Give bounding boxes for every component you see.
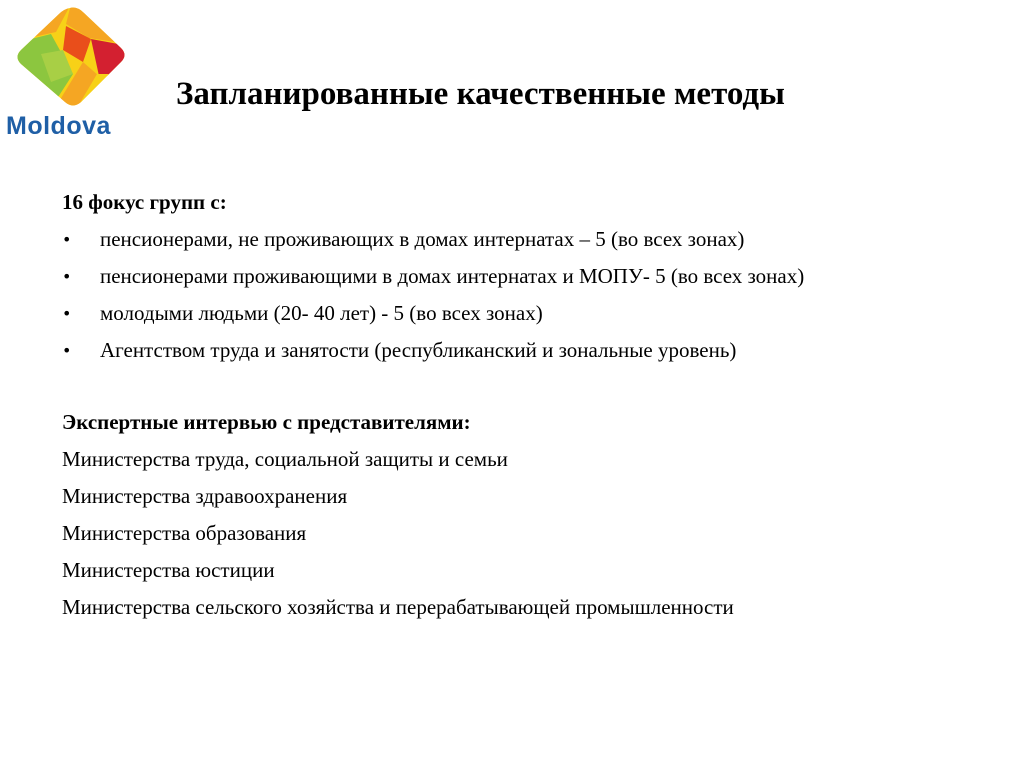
focus-groups-heading: 16 фокус групп с:	[62, 190, 227, 214]
list-item-text: Агентством труда и занятости (республиканский и зональные уровень)	[100, 338, 737, 362]
list-item-text: пенсионерами проживающими в домах интернатах и МОПУ- 5 (во всех зонах)	[100, 264, 805, 288]
list-item	[62, 332, 1002, 369]
list-item	[62, 295, 1002, 332]
list-item: Министерства здравоохранения	[62, 484, 348, 508]
moldova-logo	[6, 4, 134, 142]
list-item	[62, 258, 1002, 295]
bullet-icon: •	[62, 341, 72, 360]
expert-interviews-heading: Экспертные интервью с представителями:	[62, 410, 471, 434]
list-item: Министерства сельского хозяйства и перерабатывающей промышленности	[62, 595, 734, 619]
bullet-icon: •	[62, 267, 72, 286]
logo-text: Moldova	[6, 112, 111, 140]
bullet-icon: •	[62, 230, 72, 249]
list-item	[62, 221, 1002, 258]
section-spacer	[62, 369, 1002, 404]
bullet-icon: •	[62, 304, 72, 323]
list-item: Министерства труда, социальной защиты и семьи	[62, 447, 508, 471]
expert-interviews-list	[62, 441, 1002, 626]
list-item-text: пенсионерами, не проживающих в домах интернатах – 5 (во всех зонах)	[100, 227, 745, 251]
focus-groups-list	[62, 221, 1002, 369]
slide-content	[62, 184, 1002, 626]
slide-title: Запланированные качественные методы	[176, 76, 785, 112]
moldova-logo-emblem-icon	[11, 4, 129, 108]
list-item: Министерства образования	[62, 521, 307, 545]
list-item-text: молодыми людьми (20- 40 лет) - 5 (во всех зонах)	[100, 301, 543, 325]
list-item: Министерства юстиции	[62, 558, 275, 582]
